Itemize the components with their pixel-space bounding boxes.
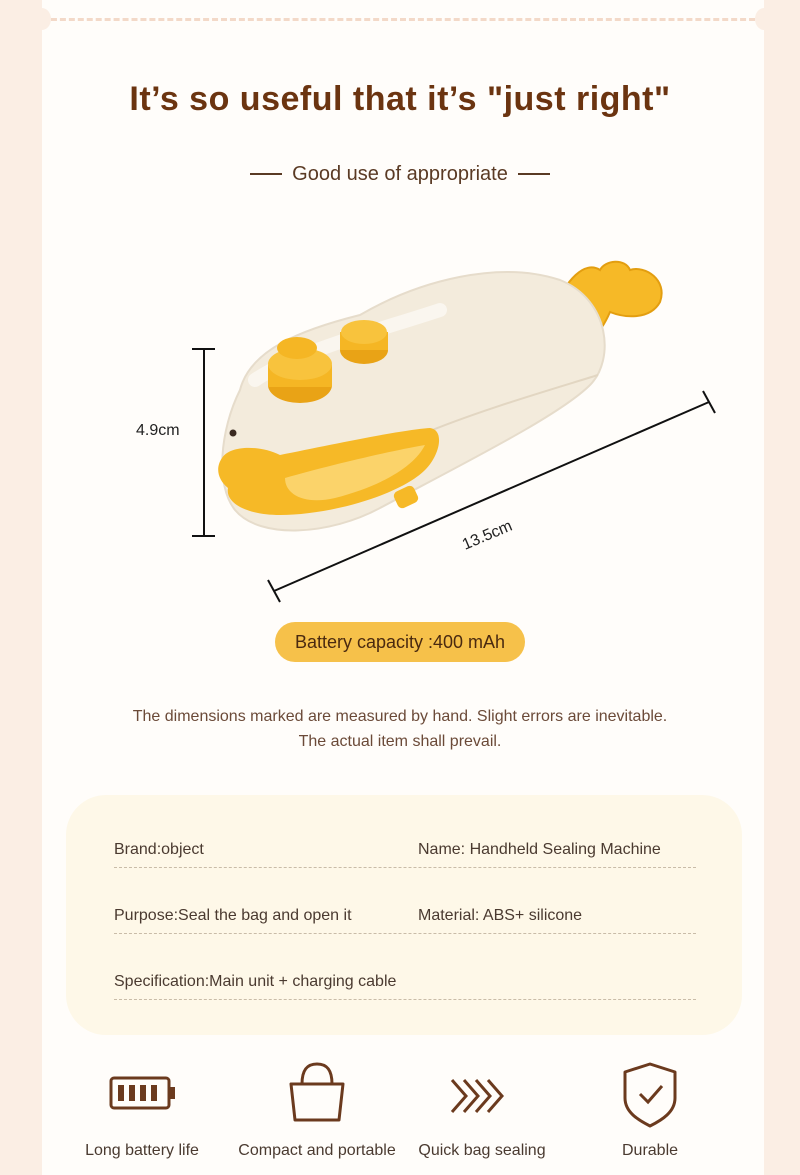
feature-label: Compact and portable [238,1142,396,1159]
feature-icons [0,1058,800,1175]
duck-eye [230,430,237,437]
disclaimer-line-2: The actual item shall prevail. [298,733,502,750]
feature-label: Quick bag sealing [418,1142,546,1159]
battery-capacity-badge: Battery capacity :400 mAh [275,622,525,662]
spec-specification: Specification:Main unit + charging cable [114,973,397,990]
subtitle-dash-right [518,173,550,175]
chevrons-icon [442,1058,522,1128]
left-notch [33,8,51,30]
subtitle-text: Good use of appropriate [292,162,508,185]
height-dimension-marker [192,349,215,536]
disclaimer [0,704,800,754]
spec-row-1 [114,833,696,868]
feature-quick-sealing [392,1058,572,1159]
subtitle [0,160,800,188]
spec-material: Material: ABS+ silicone [418,907,583,924]
feature-label: Long battery life [85,1142,199,1159]
shield-check-icon [610,1058,690,1128]
feature-label: Durable [621,1142,679,1159]
product-illustration [0,240,800,610]
feature-durable [560,1058,740,1159]
spec-table [66,795,742,1035]
subtitle-dash-left [250,173,282,175]
right-notch [755,8,773,30]
bag-icon [277,1058,357,1128]
feature-long-battery [52,1058,232,1159]
battery-icon [102,1058,182,1128]
length-label: 13.5cm [459,517,515,554]
page-title: It’s so useful that it’s "just right" [129,80,671,118]
spec-name: Name: Handheld Sealing Machine [418,841,661,858]
spec-row-3 [114,965,696,1000]
spec-row-2 [114,899,696,934]
disclaimer-line-1: The dimensions marked are measured by hand. Slight errors are inevitable. [132,708,668,725]
spec-brand: Brand:object [114,841,204,858]
top-stitch-divider [42,18,764,21]
feature-compact [227,1058,407,1159]
height-label: 4.9cm [136,422,180,439]
spec-purpose: Purpose:Seal the bag and open it [114,907,352,924]
